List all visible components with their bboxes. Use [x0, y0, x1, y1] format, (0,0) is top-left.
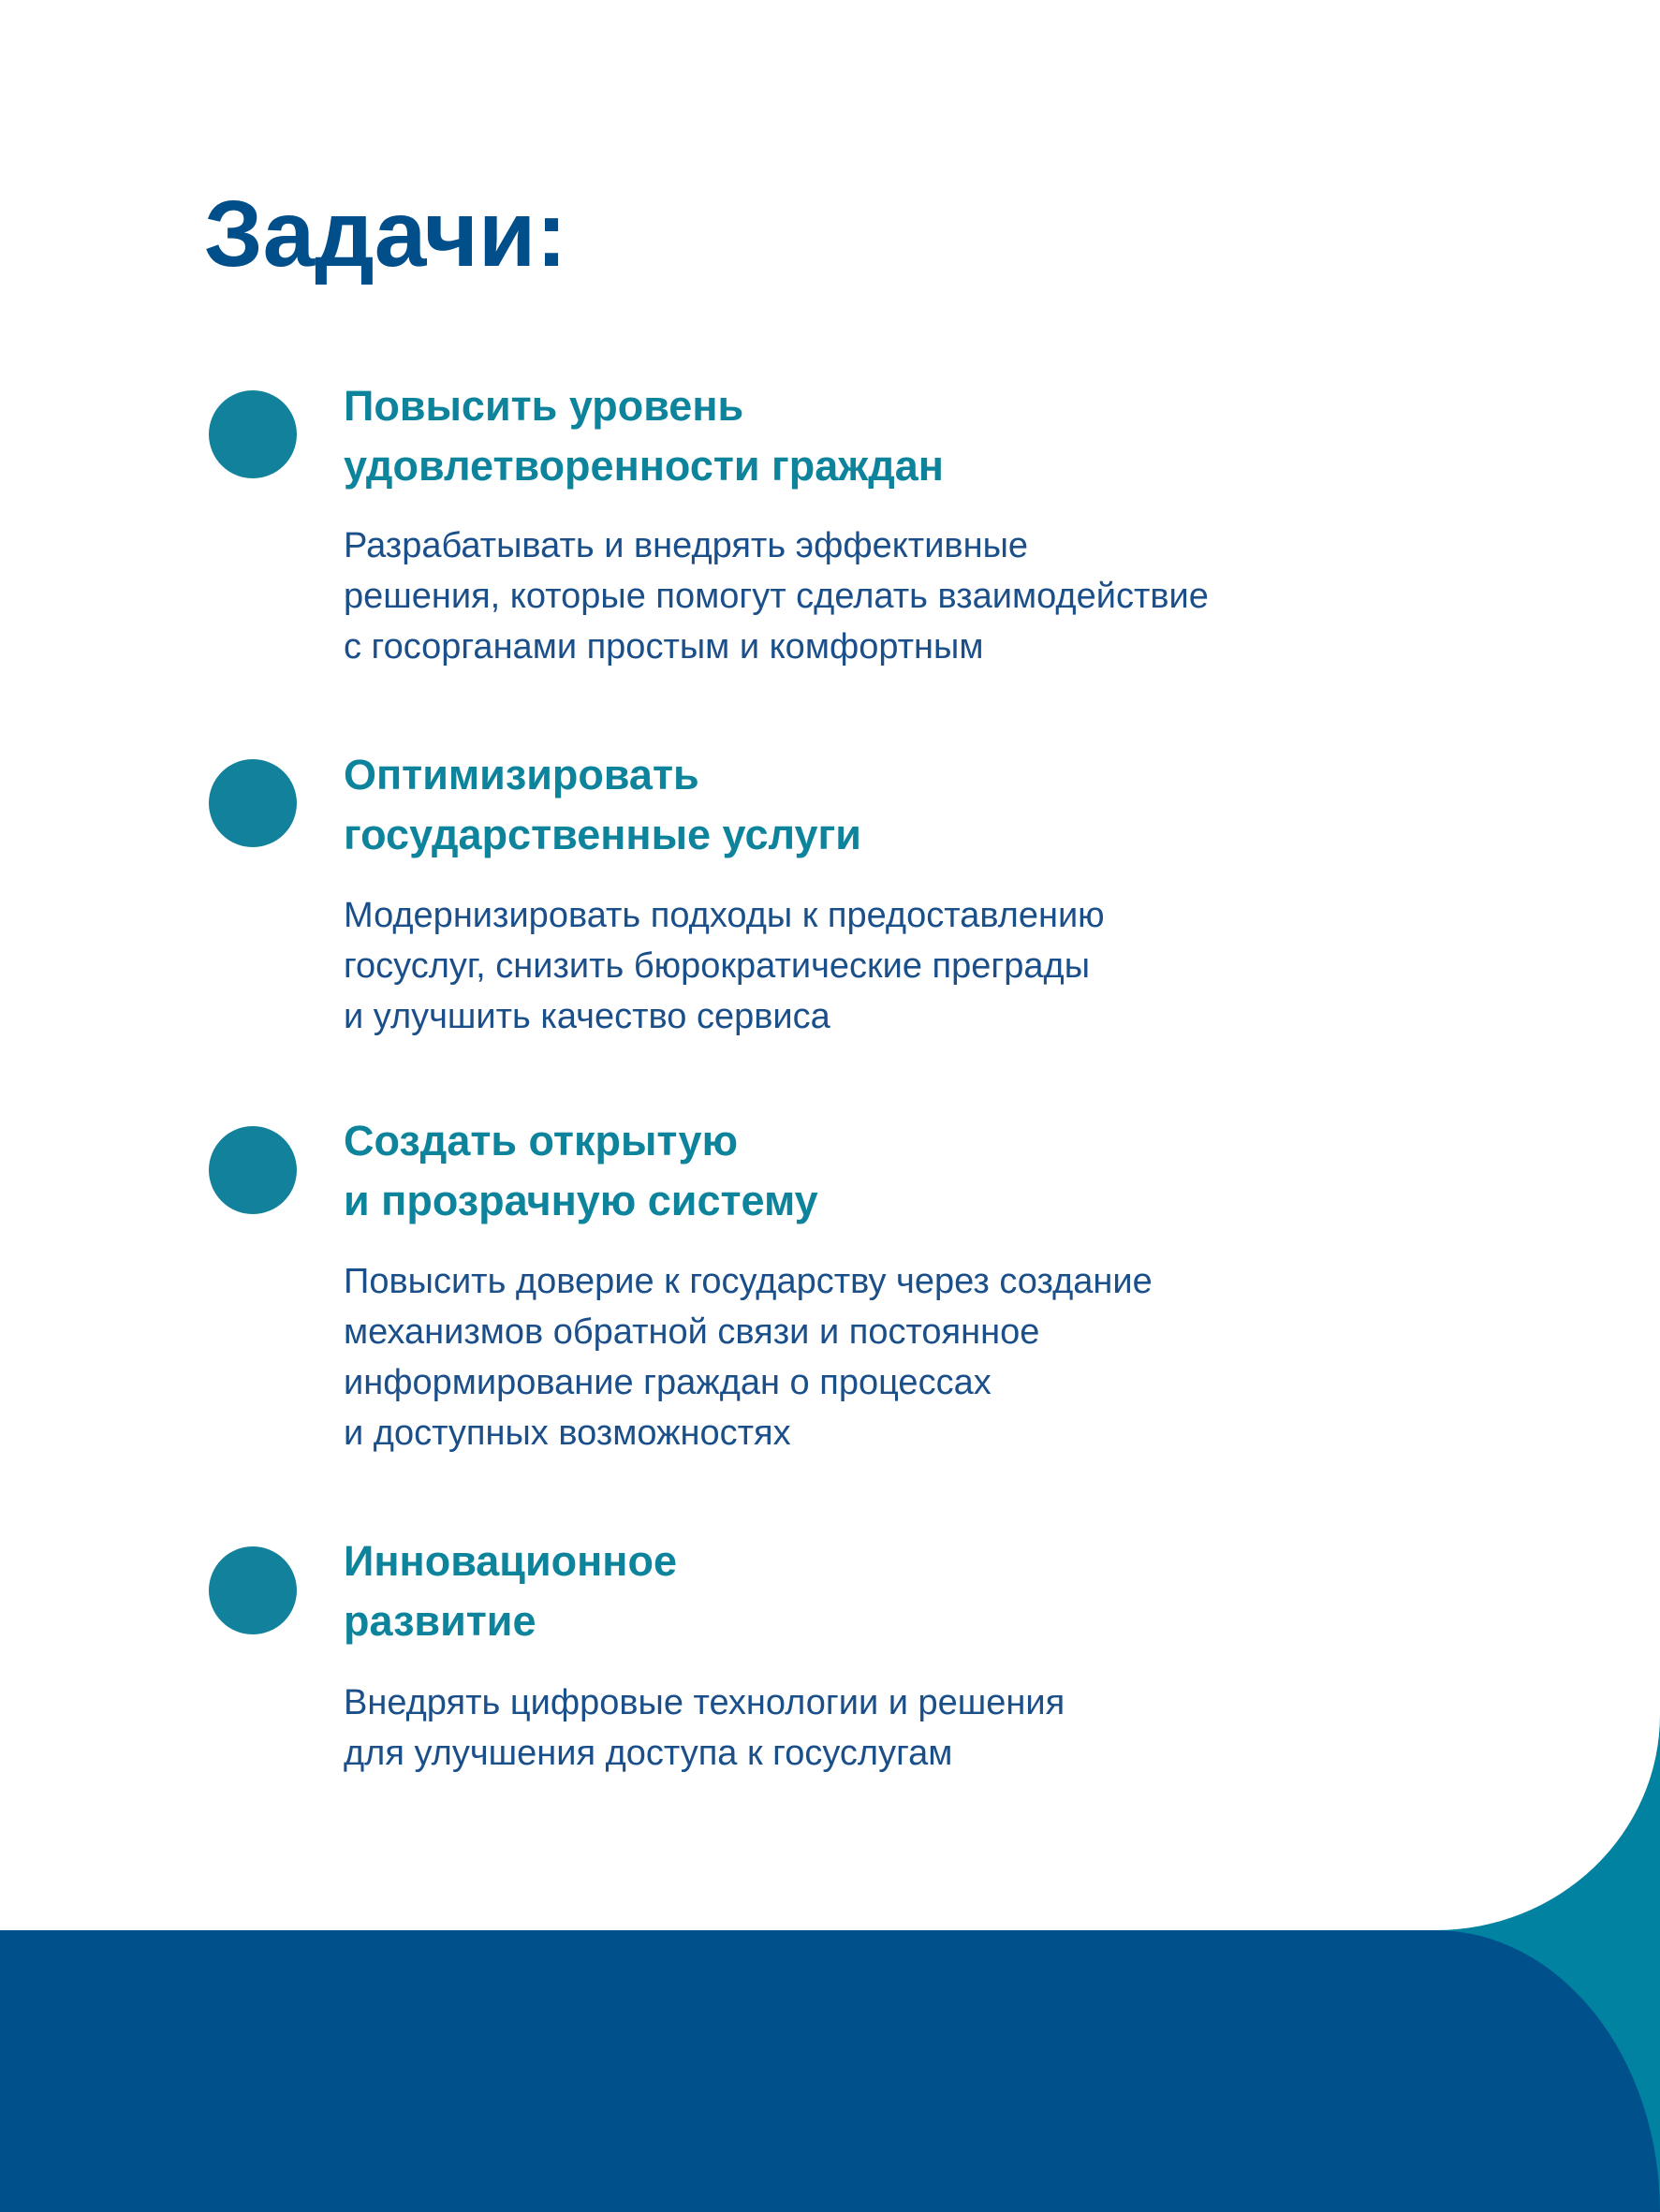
task-description: Модернизировать подходы к предоставлению госуслуг, снизить бюрократические преграды и улучшить качество сервиса — [344, 896, 1105, 1036]
task-description: Внедрять цифровые технологии и решения для улучшения доступа к госуслугам — [344, 1683, 1065, 1773]
bullet-circle-icon — [209, 1546, 297, 1634]
task-heading: Инновационное развитие — [344, 1537, 677, 1645]
bullet-circle-icon — [209, 759, 297, 847]
bullet-circle-icon — [209, 390, 297, 478]
task-heading: Повысить уровень удовлетворенности граждан — [344, 382, 944, 490]
page-title: Задачи: — [204, 182, 567, 286]
task-heading: Создать открытую и прозрачную систему — [344, 1117, 818, 1224]
bullet-circle-icon — [209, 1126, 297, 1214]
bottom-band — [0, 1930, 1660, 2212]
task-description: Разрабатывать и внедрять эффективные решения, которые помогут сделать взаимодействие с госорганами простым и комфортным — [344, 526, 1209, 667]
task-heading: Оптимизировать государственные услуги — [344, 751, 861, 858]
task-description: Повысить доверие к государству через создание механизмов обратной связи и постоянное информирование граждан о процессах и доступных возможностях — [344, 1262, 1153, 1453]
